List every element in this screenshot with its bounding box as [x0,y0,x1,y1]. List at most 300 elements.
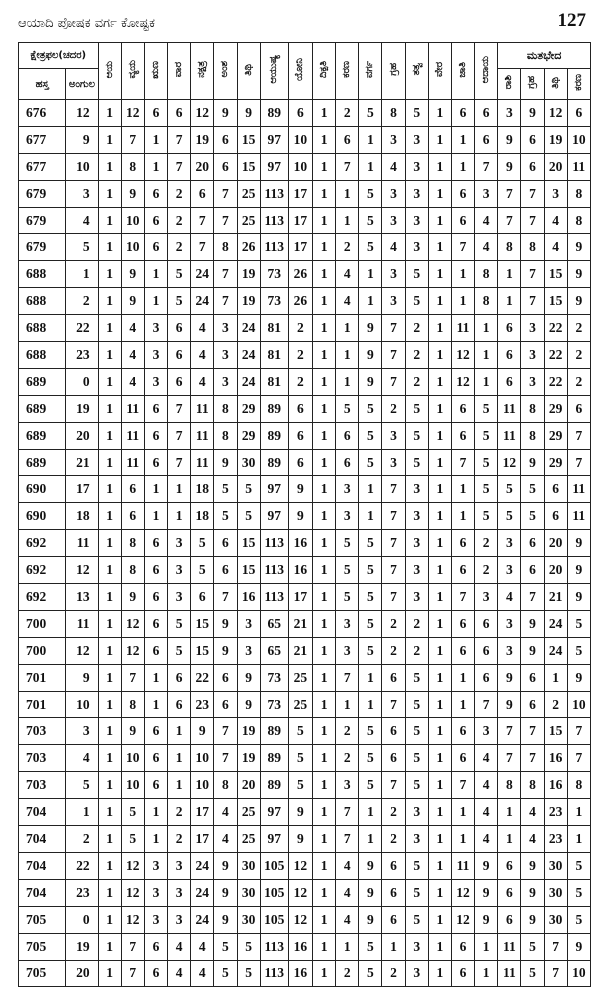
table-cell: 22 [544,342,567,369]
table-cell: 4 [214,826,237,853]
table-cell: 24 [237,342,260,369]
header-label: ಋಣ [149,60,161,79]
table-cell: 18 [191,476,214,503]
table-cell: 2 [168,207,191,234]
table-cell: 1 [98,342,121,369]
header-label: ಯೋನಿ [294,58,306,81]
table-cell: 1 [567,826,590,853]
table-row [19,557,591,584]
table-cell: 7 [168,126,191,153]
table-cell: 4 [475,826,498,853]
table-cell: 2 [382,637,405,664]
table-cell: 7 [451,449,474,476]
table-cell: 7 [567,745,590,772]
table-cell: 23 [544,826,567,853]
table-cell: 1 [428,100,451,127]
table-cell: 3 [405,476,428,503]
table-cell: 1 [359,503,382,530]
table-cell: 16 [288,557,312,584]
table-cell: 29 [237,395,260,422]
table-cell: 24 [191,879,214,906]
table-cell: 12 [498,449,521,476]
table-cell: 7 [382,315,405,342]
table-cell: 5 [475,395,498,422]
table-cell: 7 [382,368,405,395]
cell-hasta: 689 [19,449,66,476]
table-cell: 3 [498,610,521,637]
table-cell: 22 [544,368,567,395]
table-cell: 21 [288,610,312,637]
table-cell: 5 [336,395,359,422]
table-cell: 10 [121,745,144,772]
table-cell: 5 [214,503,237,530]
table-cell: 16 [237,584,260,611]
table-cell: 6 [168,664,191,691]
table-cell: 11 [121,395,144,422]
table-cell: 1 [168,718,191,745]
table-cell: 5 [405,718,428,745]
table-cell: 5 [405,906,428,933]
header-col [121,43,144,100]
table-cell: 7 [521,288,544,315]
table-cell: 1 [313,718,336,745]
table-cell: 7 [382,476,405,503]
table-cell: 15 [191,610,214,637]
table-cell: 9 [567,664,590,691]
table-cell: 1 [313,261,336,288]
cell-hasta: 677 [19,126,66,153]
table-cell: 1 [498,826,521,853]
cell-hasta: 677 [19,153,66,180]
cell-hasta: 688 [19,261,66,288]
table-cell: 5 [521,503,544,530]
table-row [19,826,591,853]
table-cell: 6 [144,718,167,745]
cell-hasta: 700 [19,610,66,637]
table-cell: 97 [260,799,288,826]
table-cell: 17 [288,180,312,207]
table-cell: 12 [288,852,312,879]
table-cell: 1 [313,449,336,476]
table-row [19,261,591,288]
table-cell: 1 [428,906,451,933]
table-cell: 2 [405,342,428,369]
table-cell: 1 [451,476,474,503]
table-cell: 15 [237,530,260,557]
table-cell: 17 [191,826,214,853]
table-cell: 1 [382,933,405,960]
table-cell: 7 [382,691,405,718]
table-cell: 6 [144,100,167,127]
table-cell: 3 [475,180,498,207]
table-cell: 1 [359,799,382,826]
header-col [144,43,167,100]
table-cell: 9 [567,557,590,584]
table-cell: 1 [428,557,451,584]
cell-hasta: 688 [19,315,66,342]
cell-angula: 20 [66,422,98,449]
table-cell: 6 [168,368,191,395]
table-cell: 1 [313,933,336,960]
table-cell: 5 [214,933,237,960]
header-hasta: ಹಸ್ತ [19,69,66,100]
table-cell: 30 [237,879,260,906]
table-cell: 9 [359,879,382,906]
table-cell: 3 [144,315,167,342]
table-cell: 7 [521,745,544,772]
table-cell: 7 [498,745,521,772]
table-cell: 5 [359,960,382,987]
table-cell: 7 [451,772,474,799]
table-cell: 3 [382,126,405,153]
table-cell: 7 [475,153,498,180]
table-cell: 1 [98,368,121,395]
table-cell: 5 [191,557,214,584]
table-cell: 7 [382,530,405,557]
table-cell: 24 [191,288,214,315]
table-cell: 6 [567,395,590,422]
table-row [19,422,591,449]
header-col [168,43,191,100]
table-cell: 1 [313,852,336,879]
table-cell: 8 [382,100,405,127]
table-cell: 24 [191,261,214,288]
table-cell: 6 [288,422,312,449]
table-cell: 6 [498,342,521,369]
table-cell: 10 [567,691,590,718]
table-cell: 5 [521,933,544,960]
table-cell: 9 [121,584,144,611]
table-cell: 5 [405,879,428,906]
table-cell: 3 [168,530,191,557]
table-cell: 1 [144,476,167,503]
table-cell: 12 [544,100,567,127]
table-cell: 8 [521,395,544,422]
table-cell: 3 [336,772,359,799]
table-cell: 6 [521,664,544,691]
table-cell: 1 [359,691,382,718]
header-angula: ಅಂಗುಲ [66,69,98,100]
header-label: ರಾಶಿ [503,75,515,90]
table-cell: 9 [475,852,498,879]
table-cell: 3 [475,718,498,745]
table-cell: 25 [237,180,260,207]
table-cell: 89 [260,745,288,772]
table-cell: 6 [451,395,474,422]
cell-angula: 18 [66,503,98,530]
table-cell: 19 [237,745,260,772]
table-cell: 24 [191,852,214,879]
table-cell: 5 [359,557,382,584]
cell-hasta: 704 [19,826,66,853]
table-cell: 5 [405,852,428,879]
table-cell: 2 [168,826,191,853]
table-cell: 73 [260,288,288,315]
table-cell: 9 [498,664,521,691]
table-cell: 3 [382,288,405,315]
table-cell: 7 [191,207,214,234]
table-cell: 1 [544,664,567,691]
table-cell: 3 [544,180,567,207]
table-cell: 1 [98,826,121,853]
table-cell: 5 [498,476,521,503]
table-cell: 19 [191,126,214,153]
table-cell: 6 [451,718,474,745]
table-cell: 8 [567,207,590,234]
table-cell: 2 [336,234,359,261]
table-cell: 7 [214,745,237,772]
table-cell: 1 [98,637,121,664]
table-cell: 1 [313,530,336,557]
table-cell: 3 [498,530,521,557]
table-cell: 3 [237,610,260,637]
table-cell: 113 [260,960,288,987]
table-cell: 5 [405,422,428,449]
table-cell: 19 [544,126,567,153]
table-cell: 113 [260,557,288,584]
table-cell: 6 [498,906,521,933]
table-cell: 2 [168,234,191,261]
table-cell: 24 [544,610,567,637]
table-cell: 2 [382,799,405,826]
table-cell: 11 [498,960,521,987]
table-cell: 5 [475,476,498,503]
table-cell: 4 [121,342,144,369]
table-cell: 3 [498,557,521,584]
table-row [19,772,591,799]
table-cell: 3 [405,180,428,207]
table-cell: 6 [336,449,359,476]
table-cell: 1 [336,368,359,395]
table-cell: 1 [428,207,451,234]
table-cell: 7 [567,449,590,476]
table-cell: 6 [567,100,590,127]
table-cell: 6 [336,422,359,449]
ayadi-table [18,42,591,987]
table-cell: 1 [336,207,359,234]
table-cell: 7 [191,234,214,261]
table-cell: 30 [544,906,567,933]
cell-angula: 4 [66,745,98,772]
table-cell: 4 [521,826,544,853]
table-cell: 1 [313,664,336,691]
table-cell: 9 [214,879,237,906]
table-cell: 1 [359,261,382,288]
table-cell: 5 [359,395,382,422]
table-cell: 9 [288,476,312,503]
table-cell: 9 [359,342,382,369]
table-cell: 9 [567,584,590,611]
table-cell: 8 [475,288,498,315]
table-cell: 1 [428,691,451,718]
table-cell: 7 [382,503,405,530]
table-cell: 3 [382,207,405,234]
table-cell: 3 [168,906,191,933]
table-cell: 1 [336,691,359,718]
table-cell: 6 [544,476,567,503]
header-col [214,43,237,100]
table-cell: 1 [428,476,451,503]
table-cell: 15 [237,153,260,180]
header-col [260,43,288,100]
table-cell: 9 [214,906,237,933]
table-cell: 17 [288,207,312,234]
table-cell: 1 [475,933,498,960]
table-cell: 6 [498,852,521,879]
table-cell: 5 [288,718,312,745]
table-cell: 1 [451,664,474,691]
table-cell: 26 [288,261,312,288]
table-cell: 30 [544,879,567,906]
cell-angula: 3 [66,180,98,207]
table-cell: 3 [144,906,167,933]
table-cell: 30 [237,449,260,476]
table-cell: 113 [260,933,288,960]
table-cell: 9 [121,288,144,315]
table-cell: 17 [288,584,312,611]
table-cell: 113 [260,180,288,207]
table-cell: 1 [428,422,451,449]
table-cell: 1 [98,530,121,557]
table-cell: 8 [214,234,237,261]
table-cell: 15 [237,557,260,584]
table-cell: 1 [98,288,121,315]
table-cell: 1 [451,288,474,315]
table-cell: 25 [288,664,312,691]
table-cell: 1 [428,637,451,664]
table-cell: 26 [237,234,260,261]
header-col [428,43,451,100]
table-cell: 5 [168,610,191,637]
table-cell: 4 [191,960,214,987]
cell-angula: 22 [66,315,98,342]
table-cell: 6 [498,315,521,342]
table-cell: 4 [475,745,498,772]
table-cell: 20 [544,557,567,584]
header-label: ಆಯುಷ್ಯ [268,55,280,84]
table-cell: 1 [313,503,336,530]
header-col [191,43,214,100]
table-cell: 8 [475,261,498,288]
table-cell: 1 [98,772,121,799]
table-cell: 7 [168,422,191,449]
cell-hasta: 690 [19,476,66,503]
table-row [19,960,591,987]
table-cell: 20 [544,153,567,180]
cell-angula: 2 [66,826,98,853]
table-cell: 10 [288,153,312,180]
table-cell: 6 [382,906,405,933]
table-cell: 9 [214,449,237,476]
header-label: ತಿಥಿ [242,63,254,76]
table-cell: 1 [98,691,121,718]
table-row [19,906,591,933]
table-cell: 1 [359,126,382,153]
cell-hasta: 704 [19,852,66,879]
table-cell: 5 [405,772,428,799]
table-cell: 15 [237,126,260,153]
table-cell: 24 [544,637,567,664]
table-cell: 105 [260,879,288,906]
table-cell: 4 [544,234,567,261]
table-cell: 5 [359,180,382,207]
table-cell: 1 [428,180,451,207]
table-cell: 4 [475,234,498,261]
table-cell: 16 [288,933,312,960]
table-cell: 7 [521,261,544,288]
header-matabheda-col [544,69,567,100]
table-cell: 5 [288,772,312,799]
table-cell: 5 [405,261,428,288]
table-cell: 4 [336,288,359,315]
table-cell: 7 [498,718,521,745]
table-cell: 5 [405,691,428,718]
table-cell: 8 [121,557,144,584]
table-cell: 5 [359,449,382,476]
table-cell: 5 [475,503,498,530]
table-cell: 12 [121,879,144,906]
table-cell: 113 [260,530,288,557]
table-cell: 5 [359,584,382,611]
cell-angula: 11 [66,530,98,557]
table-cell: 1 [359,476,382,503]
cell-angula: 22 [66,852,98,879]
table-cell: 3 [382,180,405,207]
table-cell: 5 [288,745,312,772]
table-cell: 8 [214,395,237,422]
header-label: ವಾರ [173,61,185,78]
cell-hasta: 701 [19,691,66,718]
table-cell: 2 [405,368,428,395]
table-cell: 9 [214,100,237,127]
table-cell: 4 [475,772,498,799]
table-cell: 1 [428,799,451,826]
header-matabheda-col [521,69,544,100]
table-cell: 105 [260,852,288,879]
table-cell: 20 [191,153,214,180]
table-cell: 2 [382,395,405,422]
table-cell: 7 [451,234,474,261]
table-cell: 1 [144,503,167,530]
header-label: ಕರಣ [341,61,353,78]
table-row [19,288,591,315]
table-cell: 9 [567,530,590,557]
table-cell: 4 [191,315,214,342]
table-cell: 6 [451,610,474,637]
table-cell: 1 [98,799,121,826]
table-cell: 1 [313,610,336,637]
header-col [451,43,474,100]
table-cell: 1 [336,342,359,369]
table-cell: 3 [405,584,428,611]
table-cell: 17 [288,234,312,261]
table-cell: 6 [451,422,474,449]
cell-hasta: 704 [19,879,66,906]
table-cell: 1 [359,153,382,180]
table-cell: 1 [313,100,336,127]
table-cell: 3 [405,530,428,557]
header-label: ಆದಾಯ [480,55,492,84]
header-col [98,43,121,100]
table-cell: 1 [144,126,167,153]
table-cell: 1 [313,557,336,584]
table-cell: 6 [288,395,312,422]
table-cell: 5 [567,879,590,906]
table-cell: 81 [260,315,288,342]
table-cell: 2 [567,342,590,369]
table-cell: 4 [191,368,214,395]
table-row [19,207,591,234]
